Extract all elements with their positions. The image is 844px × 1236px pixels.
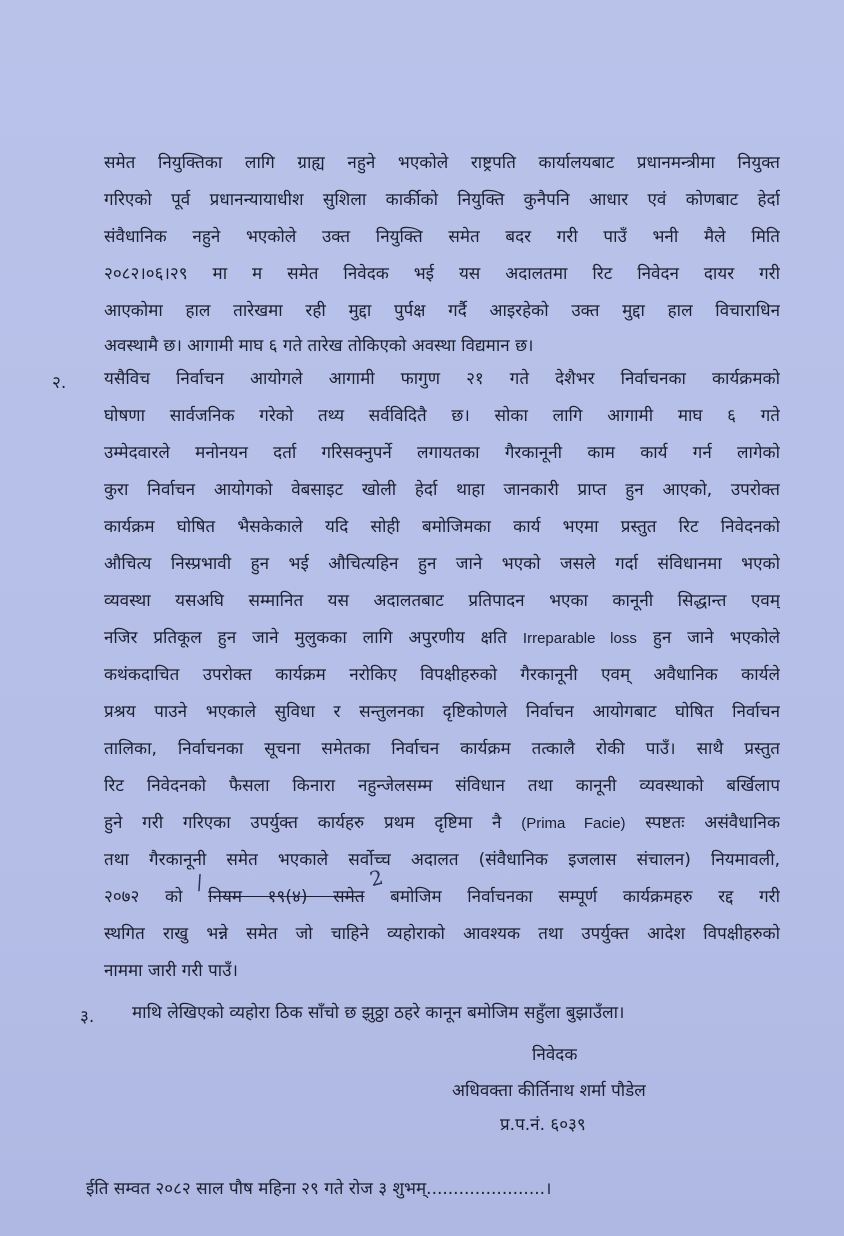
para2-line-15 [104, 882, 780, 912]
para2-line-13 [104, 808, 780, 839]
para2-line-5: कार्यक्रम घोषित भैसकेकाले यदि सोही बमोजिमका कार्य भएमा प्रस्तुत रिट निवेदनको [104, 517, 780, 537]
para2-line-8-tail: हुन जाने भएकोले [652, 628, 780, 648]
para2-line-8 [104, 623, 780, 654]
para2-line-15-tail: बमोजिम निर्वाचनका सम्पूर्ण कार्यक्रमहरु रद्द गरी [390, 887, 780, 907]
para1-line-5: आएकोमा हाल तारेखमा रही मुद्दा पुर्पक्ष गर्दै आइरहेको उक्त मुद्दा हाल विचाराधिन [104, 301, 780, 321]
struck-rule-reference: नियम १९(४) समेत [208, 887, 365, 907]
para1-line-2: गरिएको पूर्व प्रधानन्यायाधीश सुशिला कार्कीको नियुक्ति कुनैपनि आधार एवं कोणबाट हेर्दा [104, 190, 780, 210]
para1-line-4: २०८२।०६।२९ मा म समेत निवेदक भई यस अदालतमा रिट निवेदन दायर गरी [104, 264, 780, 284]
para2-line-7: व्यवस्था यसअघि सम्मानित यस अदालतबाट प्रतिपादन भएका कानूनी सिद्धान्त एवम् [104, 591, 780, 611]
para3-text: माथि लेखिएको व्यहोरा ठिक साँचो छ झुठ्ठा ठहरे कानून बमोजिम सहुँला बुझाउँला। [132, 1003, 625, 1023]
para1-line-3: संवैधानिक नहुने भएकोले उक्त नियुक्ति समेत बदर गरी पाउँ भनी मैले मिति [104, 227, 780, 247]
para2-line-2: घोषणा सार्वजनिक गरेको तथ्य सर्वविदितै छ। सोका लागि आगामी माघ ६ गते [104, 406, 780, 426]
para3-number: ३. [80, 1007, 95, 1027]
para2-line-1: यसैविच निर्वाचन आयोगले आगामी फागुण २१ गते देशैभर निर्वाचनका कार्यक्रमको [104, 369, 780, 389]
para1-line-6: अवस्थामै छ। आगामी माघ ६ गते तारेख तोकिएको अवस्था विद्यमान छ। [104, 336, 534, 356]
para2-line-17: नाममा जारी गरी पाउँ। [104, 961, 238, 981]
para2-line-4: कुरा निर्वाचन आयोगको वेबसाइट खोली हेर्दा थाहा जानकारी प्राप्त हुन आएको, उपरोक्त [104, 480, 780, 500]
para2-line-10: प्रश्रय पाउने भएकाले सुविधा र सन्तुलनका दृष्टिकोणले निर्वाचन आयोगबाट घोषित निर्वाचन [104, 702, 780, 722]
signature-license-number: प्र.प.नं. ६०३९ [500, 1115, 586, 1135]
para2-line-14: तथा गैरकानूनी समेत भएकाले सर्वोच्च अदालत (संवैधानिक इजलास संचालन) नियमावली, [104, 850, 780, 870]
irreparable-loss-term: Irreparable loss [522, 630, 637, 647]
para2-line-13-text: हुने गरी गरिएका उपर्युक्त कार्यहरु प्रथम दृष्टिमा नै [104, 813, 502, 833]
handwritten-slash-mark: / [193, 869, 206, 895]
para2-line-8-text: नजिर प्रतिकूल हुन जाने मुलुकका लागि अपुरणीय क्षति [104, 628, 507, 648]
para2-line-6: औचित्य निस्प्रभावी हुन भई औचित्यहिन हुन जाने भएको जसले गर्दा संविधानमा भएको [104, 554, 780, 574]
signature-role: निवेदक [532, 1045, 578, 1065]
para2-line-16: स्थगित राखु भन्ने समेत जो चाहिने व्यहोराको आवश्यक तथा उपर्युक्त आदेश विपक्षीहरुको [104, 924, 780, 944]
para2-line-12: रिट निवेदनको फैसला किनारा नहुन्जेलसम्म संविधान तथा कानूनी व्यवस्थाको बर्खिलाप [104, 776, 780, 796]
footer-date-line: ईति सम्वत २०८२ साल पौष महिना २९ गते रोज ३ शुभम्......................। [86, 1179, 552, 1199]
para2-number: २. [52, 373, 67, 393]
signature-name: अधिवक्ता कीर्तिनाथ शर्मा पौडेल [452, 1081, 646, 1101]
para2-line-15-text: २०७२ को [104, 887, 183, 907]
para2-line-11: तालिका, निर्वाचनका सूचना समेतका निर्वाचन कार्यक्रम तत्कालै रोकी पाउँ। साथै प्रस्तुत [104, 739, 780, 759]
prima-facie-term: (Prima Facie) [521, 815, 626, 832]
para2-line-13-tail: स्पष्टतः असंवैधानिक [645, 813, 780, 833]
para2-line-3: उम्मेदवारले मनोनयन दर्ता गरिसक्नुपर्ने लगायतका गैरकानूनी काम कार्य गर्न लागेको [104, 443, 780, 463]
para2-line-9: कथंकदाचित उपरोक्त कार्यक्रम नरोकिए विपक्षीहरुको गैरकानूनी एवम् अवैधानिक कार्यले [104, 665, 780, 685]
handwritten-number-mark: 2 [367, 864, 386, 892]
para1-line-1: समेत नियुक्तिका लागि ग्राह्य नहुने भएकोले राष्ट्रपति कार्यालयबाट प्रधानमन्त्रीमा नियुक्त [104, 153, 780, 173]
